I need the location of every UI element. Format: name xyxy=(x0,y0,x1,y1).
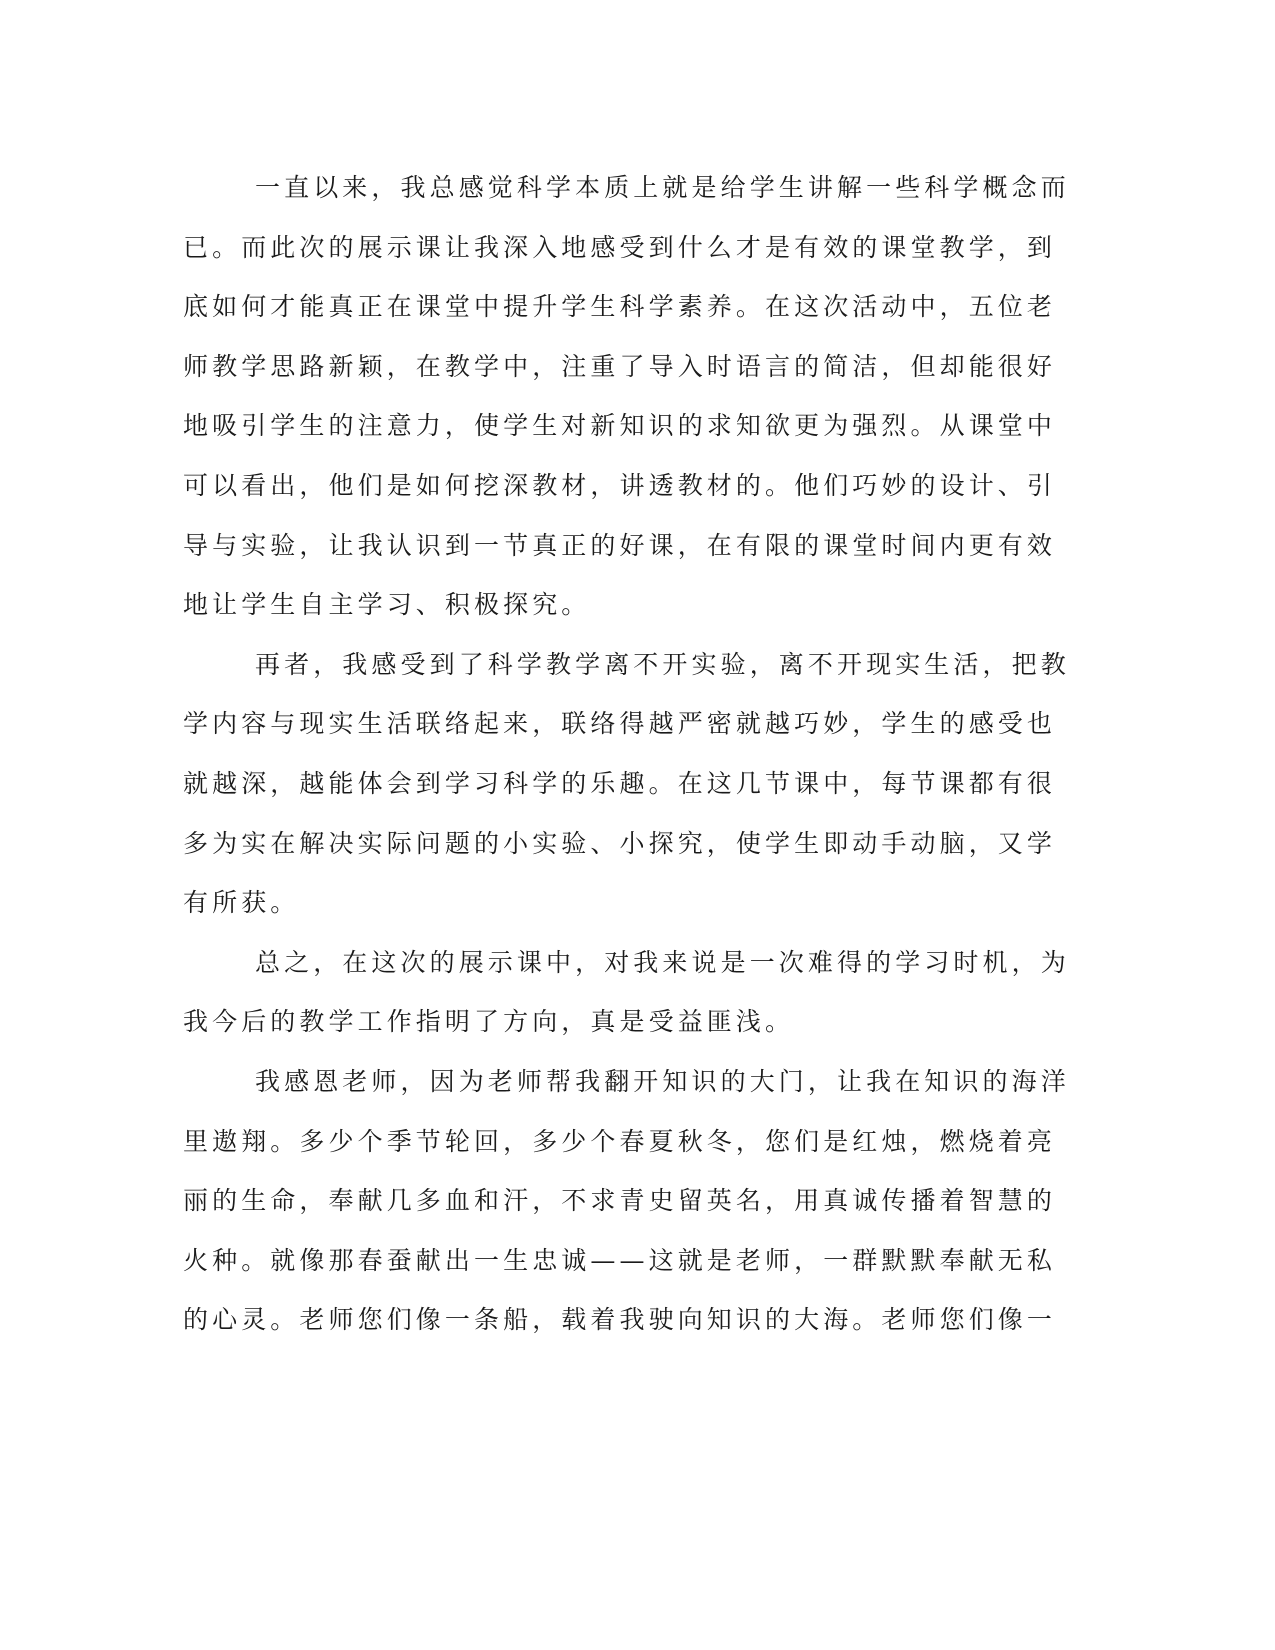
text-line: 我今后的教学工作指明了方向，真是受益匪浅。 xyxy=(183,1007,795,1037)
text-line: 就越深，越能体会到学习科学的乐趣。在这几节课中，每节课都有很 xyxy=(183,768,1057,798)
text-line: 导与实验，让我认识到一节真正的好课，在有限的课堂时间内更有效 xyxy=(183,530,1057,560)
text-line: 底如何才能真正在课堂中提升学生科学素养。在这次活动中，五位老 xyxy=(183,292,1057,322)
document-body xyxy=(183,158,1070,1350)
text-line: 我感恩老师，因为老师帮我翻开知识的大门，让我在知识的海洋 xyxy=(255,1066,1070,1096)
text-line: 丽的生命，奉献几多血和汗，不求青史留英名，用真诚传播着智慧的 xyxy=(183,1186,1057,1216)
text-line: 一直以来，我总感觉科学本质上就是给学生讲解一些科学概念而 xyxy=(255,173,1070,202)
text-line: 已。而此次的展示课让我深入地感受到什么才是有效的课堂教学，到 xyxy=(183,232,1057,262)
text-line: 地让学生自主学习、积极探究。 xyxy=(183,590,591,620)
text-line: 火种。就像那春蚕献出一生忠诚——这就是老师，一群默默奉献无私 xyxy=(183,1245,1057,1275)
text-line: 学内容与现实生活联络起来，联络得越严密就越巧妙，学生的感受也 xyxy=(183,709,1057,739)
text-line: 有所获。 xyxy=(183,888,300,918)
text-line: 总之，在这次的展示课中，对我来说是一次难得的学习时机，为 xyxy=(255,947,1070,977)
text-line: 师教学思路新颖，在教学中，注重了导入时语言的简洁，但却能很好 xyxy=(183,351,1057,381)
text-line: 多为实在解决实际问题的小实验、小探究，使学生即动手动脑，又学 xyxy=(183,828,1057,858)
text-line: 再者，我感受到了科学教学离不开实验，离不开现实生活，把教 xyxy=(255,649,1070,679)
text-line: 里遨翔。多少个季节轮回，多少个春夏秋冬，您们是红烛，燃烧着亮 xyxy=(183,1126,1057,1156)
text-line: 可以看出，他们是如何挖深教材，讲透教材的。他们巧妙的设计、引 xyxy=(183,470,1057,500)
text-line: 的心灵。老师您们像一条船，载着我驶向知识的大海。老师您们像一 xyxy=(183,1305,1057,1335)
text-line: 地吸引学生的注意力，使学生对新知识的求知欲更为强烈。从课堂中 xyxy=(183,411,1057,441)
